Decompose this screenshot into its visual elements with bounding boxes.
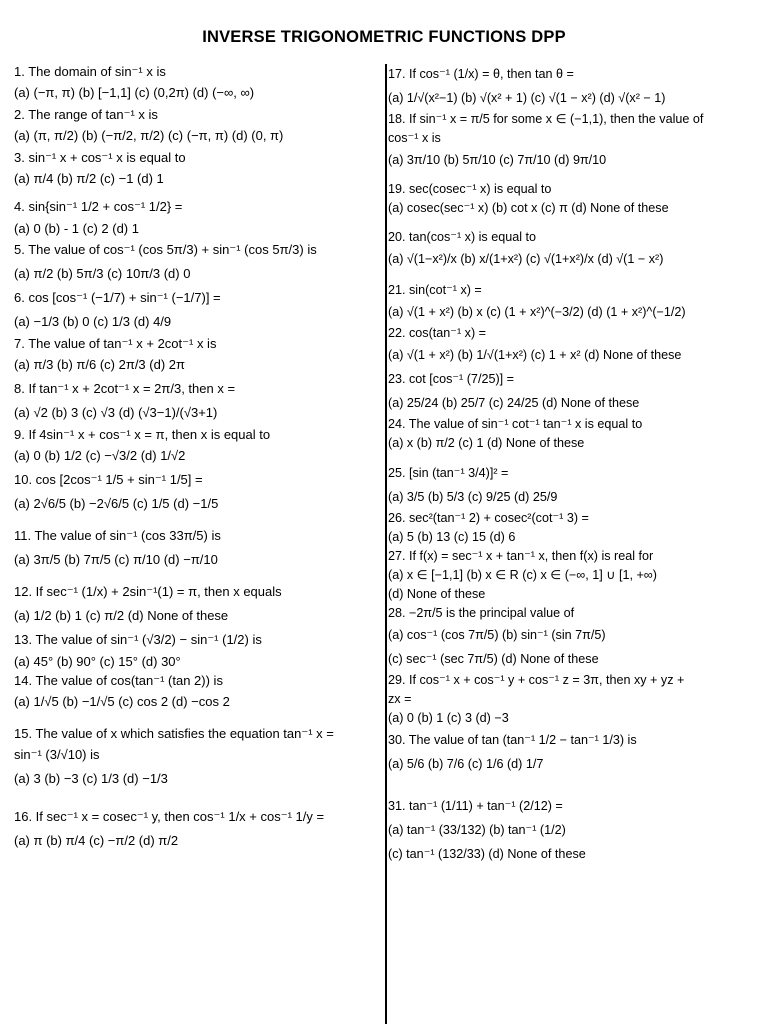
options-9: (a) 0 (b) 1/2 (c) −√3/2 (d) 1/√2 xyxy=(14,448,186,463)
question-15-continued: sin⁻¹ (3/√10) is xyxy=(14,747,100,762)
question-30: 30. The value of tan (tan⁻¹ 1/2 − tan⁻¹ 1/3) is xyxy=(388,733,637,747)
options-6: (a) −1/3 (b) 0 (c) 1/3 (d) 4/9 xyxy=(14,314,172,329)
question-6: 6. cos [cos⁻¹ (−1/7) + sin⁻¹ (−1/7)] = xyxy=(14,290,221,305)
options-10: (a) 2√6/5 (b) −2√6/5 (c) 1/5 (d) −1/5 xyxy=(14,496,219,511)
question-22: 22. cos(tan⁻¹ x) = xyxy=(388,326,486,340)
left-column xyxy=(14,62,382,853)
question-10: 10. cos [2cos⁻¹ 1/5 + sin⁻¹ 1/5] = xyxy=(14,472,203,487)
question-2: 2. The range of tan⁻¹ x is xyxy=(14,107,158,122)
column-divider xyxy=(385,64,387,1024)
question-21: 21. sin(cot⁻¹ x) = xyxy=(388,283,482,297)
options-29: (a) 0 (b) 1 (c) 3 (d) −3 xyxy=(388,711,509,725)
options-5: (a) π/2 (b) 5π/3 (c) 10π/3 (d) 0 xyxy=(14,266,191,281)
options-28-cd: (c) sec⁻¹ (sec 7π/5) (d) None of these xyxy=(388,652,599,666)
question-25: 25. [sin (tan⁻¹ 3/4)]² = xyxy=(388,466,509,480)
question-5: 5. The value of cos⁻¹ (cos 5π/3) + sin⁻¹ (cos 5π/3) is xyxy=(14,242,317,257)
question-3: 3. sin⁻¹ x + cos⁻¹ x is equal to xyxy=(14,150,186,165)
options-30: (a) 5/6 (b) 7/6 (c) 1/6 (d) 1/7 xyxy=(388,757,544,771)
options-20: (a) √(1−x²)/x (b) x/(1+x²) (c) √(1+x²)/x (d) √(1 − x²) xyxy=(388,252,664,266)
question-23: 23. cot [cos⁻¹ (7/25)] = xyxy=(388,372,514,386)
options-19: (a) cosec(sec⁻¹ x) (b) cot x (c) π (d) None of these xyxy=(388,201,669,215)
options-24: (a) x (b) π/2 (c) 1 (d) None of these xyxy=(388,436,585,450)
question-28: 28. −2π/5 is the principal value of xyxy=(388,606,575,620)
options-28-ab: (a) cos⁻¹ (cos 7π/5) (b) sin⁻¹ (sin 7π/5) xyxy=(388,628,606,642)
question-17: 17. If cos⁻¹ (1/x) = θ, then tan θ = xyxy=(388,67,574,81)
question-11: 11. The value of sin⁻¹ (cos 33π/5) is xyxy=(14,528,221,543)
question-24: 24. The value of sin⁻¹ cot⁻¹ tan⁻¹ x is equal to xyxy=(388,417,643,431)
options-22: (a) √(1 + x²) (b) 1/√(1+x²) (c) 1 + x² (d) None of these xyxy=(388,348,682,362)
options-8: (a) √2 (b) 3 (c) √3 (d) (√3−1)/(√3+1) xyxy=(14,405,218,420)
options-13: (a) 45° (b) 90° (c) 15° (d) 30° xyxy=(14,654,181,669)
question-18-continued: cos⁻¹ x is xyxy=(388,131,441,145)
options-18: (a) 3π/10 (b) 5π/10 (c) 7π/10 (d) 9π/10 xyxy=(388,153,607,167)
question-31: 31. tan⁻¹ (1/11) + tan⁻¹ (2/12) = xyxy=(388,799,563,813)
options-1: (a) (−π, π) (b) [−1,1] (c) (0,2π) (d) (−∞, ∞) xyxy=(14,85,255,100)
question-29-continued: zx = xyxy=(388,692,412,706)
options-27: (a) x ∈ [−1,1] (b) x ∈ R (c) x ∈ (−∞, 1] ∪ [1, +∞) xyxy=(388,568,657,582)
question-29: 29. If cos⁻¹ x + cos⁻¹ y + cos⁻¹ z = 3π, then xy + yz + xyxy=(388,673,685,687)
right-column xyxy=(388,62,764,866)
options-12: (a) 1/2 (b) 1 (c) π/2 (d) None of these xyxy=(14,608,229,623)
question-18: 18. If sin⁻¹ x = π/5 for some x ∈ (−1,1), then the value of xyxy=(388,112,704,126)
page-title: INVERSE TRIGONOMETRIC FUNCTIONS DPP xyxy=(202,28,566,46)
options-23: (a) 25/24 (b) 25/7 (c) 24/25 (d) None of these xyxy=(388,396,640,410)
question-8: 8. If tan⁻¹ x + 2cot⁻¹ x = 2π/3, then x = xyxy=(14,381,236,396)
question-27: 27. If f(x) = sec⁻¹ x + tan⁻¹ x, then f(x) is real for xyxy=(388,549,654,563)
options-14: (a) 1/√5 (b) −1/√5 (c) cos 2 (d) −cos 2 xyxy=(14,694,230,709)
options-31-ab: (a) tan⁻¹ (33/132) (b) tan⁻¹ (1/2) xyxy=(388,823,566,837)
options-21: (a) √(1 + x²) (b) x (c) (1 + x²)^(−3/2) (d) (1 + x²)^(−1/2) xyxy=(388,305,686,319)
question-16: 16. If sec⁻¹ x = cosec⁻¹ y, then cos⁻¹ 1/x + cos⁻¹ 1/y = xyxy=(14,809,325,824)
question-20: 20. tan(cos⁻¹ x) is equal to xyxy=(388,230,537,244)
question-1: 1. The domain of sin⁻¹ x is xyxy=(14,64,166,79)
question-9: 9. If 4sin⁻¹ x + cos⁻¹ x = π, then x is equal to xyxy=(14,427,271,442)
question-26: 26. sec²(tan⁻¹ 2) + cosec²(cot⁻¹ 3) = xyxy=(388,511,589,525)
question-4: 4. sin{sin⁻¹ 1/2 + cos⁻¹ 1/2} = xyxy=(14,199,183,214)
options-15: (a) 3 (b) −3 (c) 1/3 (d) −1/3 xyxy=(14,771,168,786)
options-2: (a) (π, π/2) (b) (−π/2, π/2) (c) (−π, π) (d) (0, π) xyxy=(14,128,284,143)
options-11: (a) 3π/5 (b) 7π/5 (c) π/10 (d) −π/10 xyxy=(14,552,218,567)
question-13: 13. The value of sin⁻¹ (√3/2) − sin⁻¹ (1/2) is xyxy=(14,632,262,647)
options-31-cd: (c) tan⁻¹ (132/33) (d) None of these xyxy=(388,847,586,861)
options-16: (a) π (b) π/4 (c) −π/2 (d) π/2 xyxy=(14,833,179,848)
options-26: (a) 5 (b) 13 (c) 15 (d) 6 xyxy=(388,530,516,544)
question-15: 15. The value of x which satisfies the equation tan⁻¹ x = xyxy=(14,726,334,741)
question-19: 19. sec(cosec⁻¹ x) is equal to xyxy=(388,182,552,196)
options-3: (a) π/4 (b) π/2 (c) −1 (d) 1 xyxy=(14,171,164,186)
options-27-continued: (d) None of these xyxy=(388,587,486,601)
question-7: 7. The value of tan⁻¹ x + 2cot⁻¹ x is xyxy=(14,336,217,351)
options-7: (a) π/3 (b) π/6 (c) 2π/3 (d) 2π xyxy=(14,357,185,372)
options-25: (a) 3/5 (b) 5/3 (c) 9/25 (d) 25/9 xyxy=(388,490,558,504)
options-17: (a) 1/√(x²−1) (b) √(x² + 1) (c) √(1 − x²) (d) √(x² − 1) xyxy=(388,91,666,105)
options-4: (a) 0 (b) - 1 (c) 2 (d) 1 xyxy=(14,221,139,236)
question-12: 12. If sec⁻¹ (1/x) + 2sin⁻¹(1) = π, then x equals xyxy=(14,584,282,599)
question-14: 14. The value of cos(tan⁻¹ (tan 2)) is xyxy=(14,673,223,688)
